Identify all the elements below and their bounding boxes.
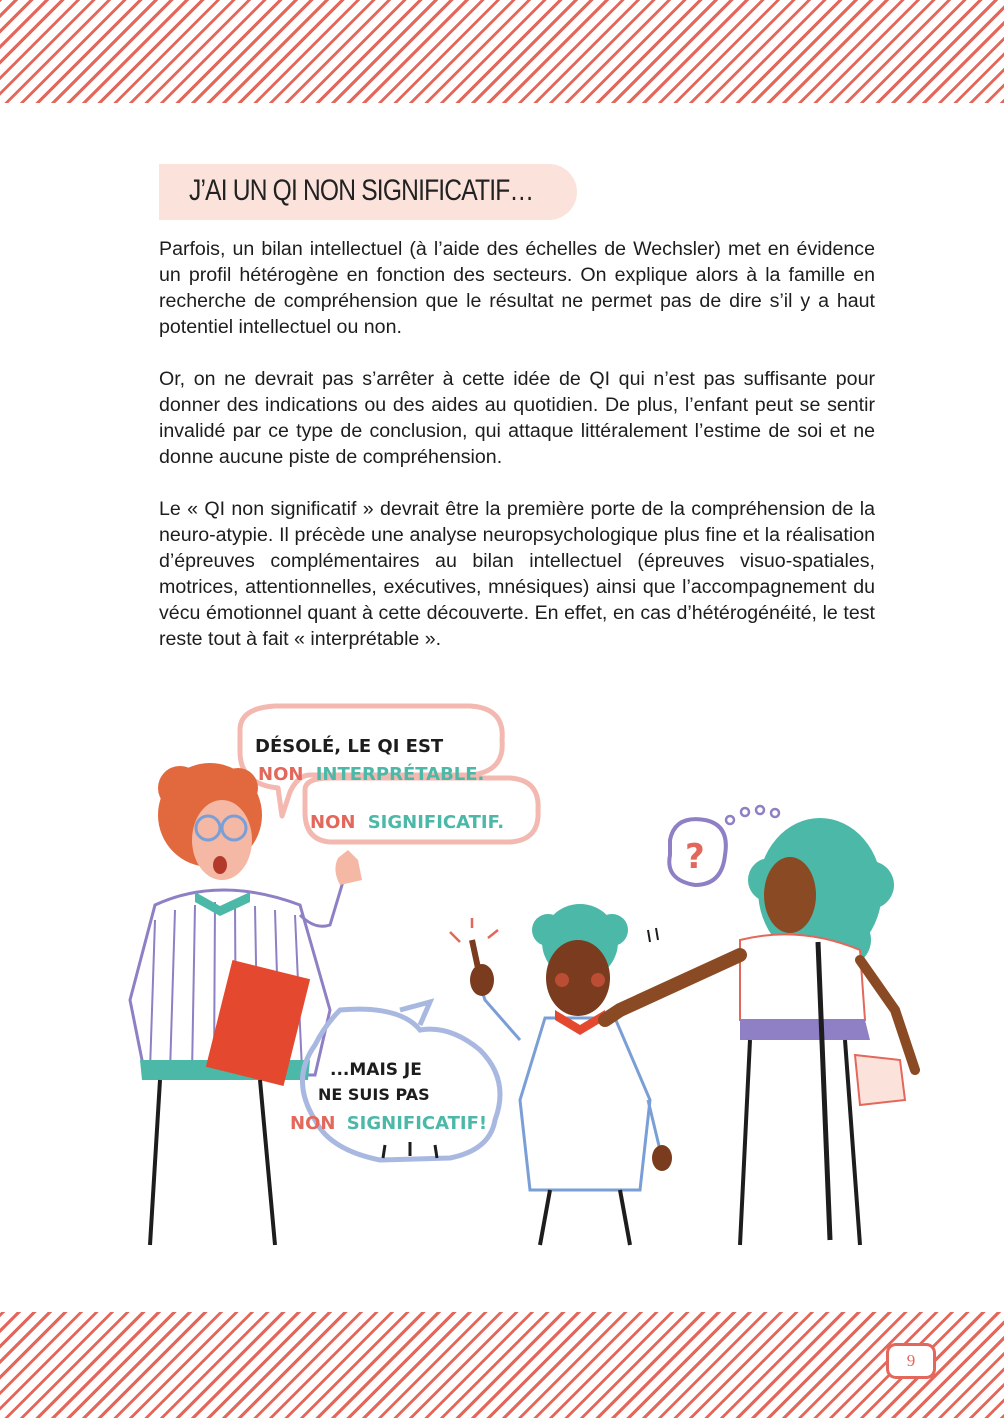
- bottom-stripe-band: [0, 1312, 1004, 1418]
- bubble2-line2: NE SUIS PAS: [318, 1085, 430, 1104]
- mother-figure: [605, 818, 915, 1245]
- bubble2-line3-red: NON: [290, 1113, 336, 1134]
- section-title: J’AI UN QI NON SIGNIFICATIF…: [189, 174, 534, 207]
- bubble1-line2-teal: INTERPRÉTABLE.: [315, 764, 485, 785]
- child-figure: [450, 904, 672, 1245]
- speech-bubble-psychologist: [240, 706, 538, 842]
- bubble1-line3-teal: SIGNIFICATIF.: [367, 812, 505, 833]
- page-number: 9: [886, 1343, 936, 1379]
- bubble2-line3: [290, 1113, 487, 1134]
- body-text: [159, 236, 875, 678]
- paragraph-2: Or, on ne devrait pas s’arrêter à cette idée de QI qui n’est pas suffisante pour donner des indications ou des aides au quotidien. De plus, l’enfant peut se sentir invalidé par ce type de conclusion, qui attaque littéralement l’estime de soi et ne donne aucune piste de compréhension.: [159, 368, 875, 468]
- bubble2-line3-teal: SIGNIFICATIF!: [346, 1113, 488, 1134]
- paragraph-3: Le « QI non significatif » devrait être la première porte de la compréhension de la neuro-atypie. Il précède une analyse neuropsychologique plus fine et la réalisation d’épreuves complémentaires au bilan intellectuel (épreuves visuo-spatiales, motrices, attentionnelles, exécutives, mnésiques) ainsi que l’accompagnement du vécu émotionnel quant à cette découverte. En effet, en cas d’hétérogénéité, le test reste tout à fait « interprétable ».: [159, 498, 875, 650]
- paragraph-1: Parfois, un bilan intellectuel (à l’aide des échelles de Wechsler) met en évidence un profil hétérogène en fonction des secteurs. On explique alors à la famille en recherche de compréhension que le résultat ne permet pas de dire s’il y a haut potentiel intellectuel ou non.: [159, 238, 875, 338]
- bubble2-line1: ...MAIS JE: [330, 1060, 422, 1080]
- illustration: [100, 680, 920, 1270]
- bubble1-line2: [258, 763, 484, 785]
- bubble1-line3-red: NON: [310, 812, 356, 833]
- bubble1-line3: [310, 812, 504, 833]
- top-stripe-band: [0, 0, 1004, 103]
- bubble1-line1: DÉSOLÉ, LE QI EST: [255, 736, 444, 757]
- psychologist-figure: [130, 763, 362, 1245]
- section-title-banner: [159, 164, 577, 220]
- thought-question-mark: ?: [685, 837, 705, 877]
- bubble1-line2-red: NON: [258, 764, 304, 785]
